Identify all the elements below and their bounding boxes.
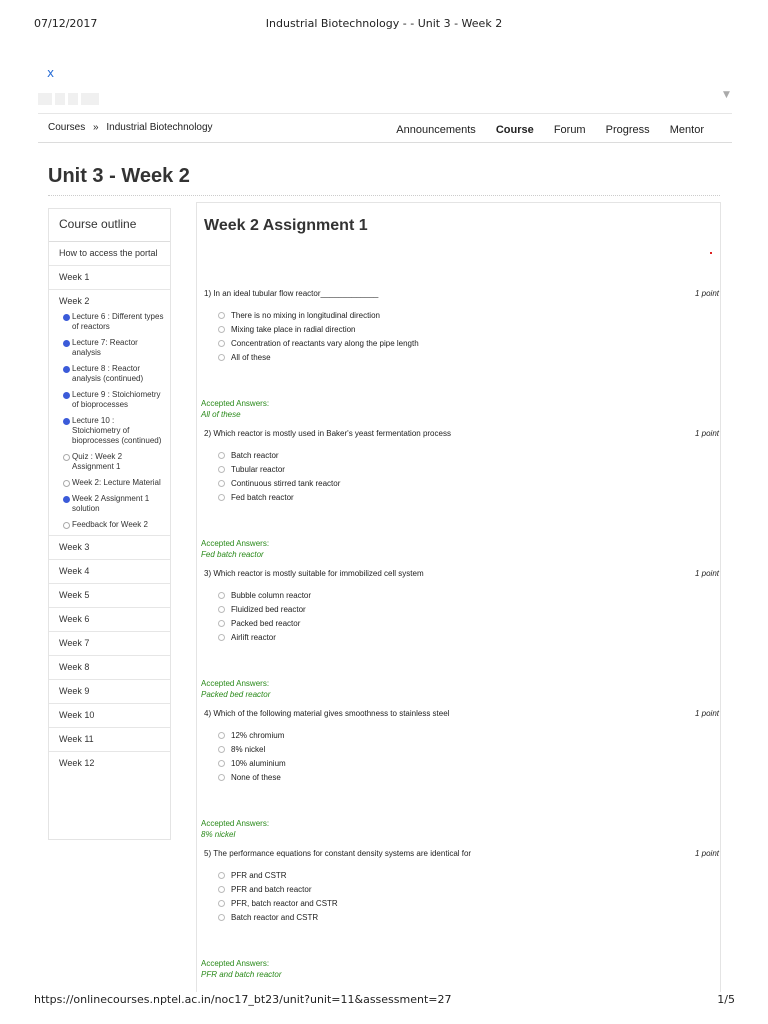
sidebar-item-week-12[interactable]: Week 12	[59, 758, 95, 768]
answer-option[interactable]: 8% nickel	[218, 742, 718, 756]
radio-button[interactable]	[218, 340, 225, 347]
radio-button[interactable]	[218, 606, 225, 613]
sidebar-subitem-lecture-10[interactable]: Lecture 10 : Stoichiometry of bioprocesses (continued)	[49, 413, 170, 449]
sidebar-subitem-lecture-6[interactable]: Lecture 6 : Different types of reactors	[49, 309, 170, 335]
sidebar-item-week-4[interactable]: Week 4	[49, 560, 170, 584]
sidebar-item-week-5[interactable]: Week 5	[49, 584, 170, 608]
sidebar-item-week-3[interactable]: Week 3	[49, 536, 170, 560]
radio-button[interactable]	[218, 774, 225, 781]
accepted-answer: PFR and batch reactor	[201, 970, 282, 979]
radio-button[interactable]	[218, 326, 225, 333]
sidebar-subitem-lecture-material[interactable]: Week 2: Lecture Material	[49, 475, 170, 491]
accepted-answers-label: Accepted Answers:	[201, 959, 270, 968]
question-4	[204, 709, 718, 784]
answer-option[interactable]: Fluidized bed reactor	[218, 602, 718, 616]
completed-dot-icon	[63, 496, 70, 503]
incomplete-dot-icon	[63, 454, 70, 461]
question-1	[204, 289, 718, 364]
radio-button[interactable]	[218, 620, 225, 627]
question-text: 3) Which reactor is mostly suitable for immobilized cell system	[204, 569, 424, 578]
course-nav	[379, 124, 704, 136]
question-points: 1 point	[694, 709, 719, 718]
nav-forum[interactable]: Forum	[553, 124, 586, 136]
radio-button[interactable]	[218, 746, 225, 753]
accepted-answer: All of these	[201, 410, 241, 419]
incomplete-dot-icon	[63, 522, 70, 529]
radio-button[interactable]	[218, 914, 225, 921]
sidebar-title: Course outline	[49, 209, 170, 242]
radio-button[interactable]	[218, 634, 225, 641]
sidebar-item-week-8[interactable]: Week 8	[49, 656, 170, 680]
question-points: 1 point	[694, 849, 719, 858]
completed-dot-icon	[63, 392, 70, 399]
sidebar-item-week-10[interactable]: Week 10	[49, 704, 170, 728]
question-text: 5) The performance equations for constant density systems are identical for	[204, 849, 472, 858]
print-title: Industrial Biotechnology - - Unit 3 - Week 2	[265, 17, 503, 30]
sidebar-subitem-lecture-8[interactable]: Lecture 8 : Reactor analysis (continued)	[49, 361, 170, 387]
sidebar-item-week-6[interactable]: Week 6	[49, 608, 170, 632]
radio-button[interactable]	[218, 900, 225, 907]
radio-button[interactable]	[218, 452, 225, 459]
sidebar-item-week-1[interactable]: Week 1	[49, 266, 170, 290]
answer-option[interactable]: Fed batch reactor	[218, 490, 718, 504]
breadcrumb	[48, 122, 213, 133]
top-navigation-bar	[38, 113, 732, 143]
answer-option[interactable]: There is no mixing in longitudinal direction	[218, 308, 718, 322]
radio-button[interactable]	[218, 732, 225, 739]
question-text: 1) In an ideal tubular flow reactor_____________	[204, 289, 379, 298]
chevron-down-icon[interactable]: ▼	[723, 90, 730, 100]
answer-option[interactable]: 10% aluminium	[218, 756, 718, 770]
incomplete-dot-icon	[63, 480, 70, 487]
radio-button[interactable]	[218, 312, 225, 319]
answer-option[interactable]: Tubular reactor	[218, 462, 718, 476]
radio-button[interactable]	[218, 494, 225, 501]
question-points: 1 point	[694, 429, 719, 438]
question-text: 2) Which reactor is mostly used in Baker's yeast fermentation process	[204, 429, 451, 438]
answer-option[interactable]: Bubble column reactor	[218, 588, 718, 602]
accepted-answers-label: Accepted Answers:	[201, 679, 270, 688]
print-header	[0, 17, 768, 31]
sidebar-item-week-2[interactable]: Week 2	[59, 296, 90, 306]
radio-button[interactable]	[218, 872, 225, 879]
course-outline-sidebar	[48, 208, 171, 840]
answer-option[interactable]: All of these	[218, 350, 718, 364]
nav-announcements[interactable]: Announcements	[396, 124, 476, 136]
nav-course[interactable]: Course	[495, 124, 534, 136]
accepted-answers-label: Accepted Answers:	[201, 539, 270, 548]
answer-option[interactable]: PFR and CSTR	[218, 868, 718, 882]
completed-dot-icon	[63, 314, 70, 321]
answer-option[interactable]: Mixing take place in radial direction	[218, 322, 718, 336]
accepted-answers-label: Accepted Answers:	[201, 399, 270, 408]
completed-dot-icon	[63, 366, 70, 373]
question-points: 1 point	[694, 569, 719, 578]
answer-option[interactable]: Continuous stirred tank reactor	[218, 476, 718, 490]
page-number: 1/5	[717, 993, 735, 1006]
logo	[38, 88, 104, 106]
sidebar-subitem-quiz[interactable]: Quiz : Week 2 Assignment 1	[49, 449, 170, 475]
required-marker	[710, 252, 712, 254]
radio-button[interactable]	[218, 354, 225, 361]
answer-option[interactable]: PFR, batch reactor and CSTR	[218, 896, 718, 910]
print-date: 07/12/2017	[34, 17, 98, 30]
completed-dot-icon	[63, 340, 70, 347]
nav-mentor[interactable]: Mentor	[669, 124, 704, 136]
radio-button[interactable]	[218, 886, 225, 893]
sidebar-item-week-7[interactable]: Week 7	[49, 632, 170, 656]
radio-button[interactable]	[218, 480, 225, 487]
sidebar-subitem-lecture-7[interactable]: Lecture 7: Reactor analysis	[49, 335, 170, 361]
breadcrumb-courses-link[interactable]: Courses	[48, 122, 86, 133]
question-5	[204, 849, 718, 924]
assignment-panel	[196, 202, 721, 992]
question-points: 1 point	[694, 289, 719, 298]
radio-button[interactable]	[218, 592, 225, 599]
close-icon[interactable]: x	[47, 66, 55, 80]
answer-option[interactable]: Packed bed reactor	[218, 616, 718, 630]
page-title: Unit 3 - Week 2	[48, 165, 190, 187]
accepted-answers-label: Accepted Answers:	[201, 819, 270, 828]
nav-progress[interactable]: Progress	[605, 124, 650, 136]
radio-button[interactable]	[218, 760, 225, 767]
sidebar-item-week-9[interactable]: Week 9	[49, 680, 170, 704]
completed-dot-icon	[63, 418, 70, 425]
question-2	[204, 429, 718, 504]
answer-option[interactable]: Batch reactor and CSTR	[218, 910, 718, 924]
sidebar-subitem-lecture-9[interactable]: Lecture 9 : Stoichiometry of bioprocesses	[49, 387, 170, 413]
question-3	[204, 569, 718, 644]
week-2-children	[49, 309, 170, 536]
answer-option[interactable]: Batch reactor	[218, 448, 718, 462]
sidebar-subitem-feedback[interactable]: Feedback for Week 2	[49, 517, 170, 533]
answer-option[interactable]: 12% chromium	[218, 728, 718, 742]
sidebar-item-how-to-access[interactable]: How to access the portal	[49, 242, 170, 266]
sidebar-item-week-11[interactable]: Week 11	[49, 728, 170, 752]
accepted-answer: 8% nickel	[201, 830, 236, 839]
assignment-title: Week 2 Assignment 1	[204, 217, 368, 234]
breadcrumb-course-link[interactable]: Industrial Biotechnology	[106, 122, 213, 133]
answer-option[interactable]: None of these	[218, 770, 718, 784]
question-text: 4) Which of the following material gives smoothness to stainless steel	[204, 709, 450, 718]
answer-option[interactable]: Airlift reactor	[218, 630, 718, 644]
accepted-answer: Fed batch reactor	[201, 550, 264, 559]
radio-button[interactable]	[218, 466, 225, 473]
page-url: https://onlinecourses.nptel.ac.in/noc17_bt23/unit?unit=11&assessment=27	[34, 993, 452, 1006]
accepted-answer: Packed bed reactor	[201, 690, 271, 699]
breadcrumb-separator: »	[93, 122, 99, 133]
answer-option[interactable]: PFR and batch reactor	[218, 882, 718, 896]
answer-option[interactable]: Concentration of reactants vary along the pipe length	[218, 336, 718, 350]
sidebar-subitem-solution[interactable]: Week 2 Assignment 1 solution	[49, 491, 170, 517]
divider	[48, 195, 720, 196]
